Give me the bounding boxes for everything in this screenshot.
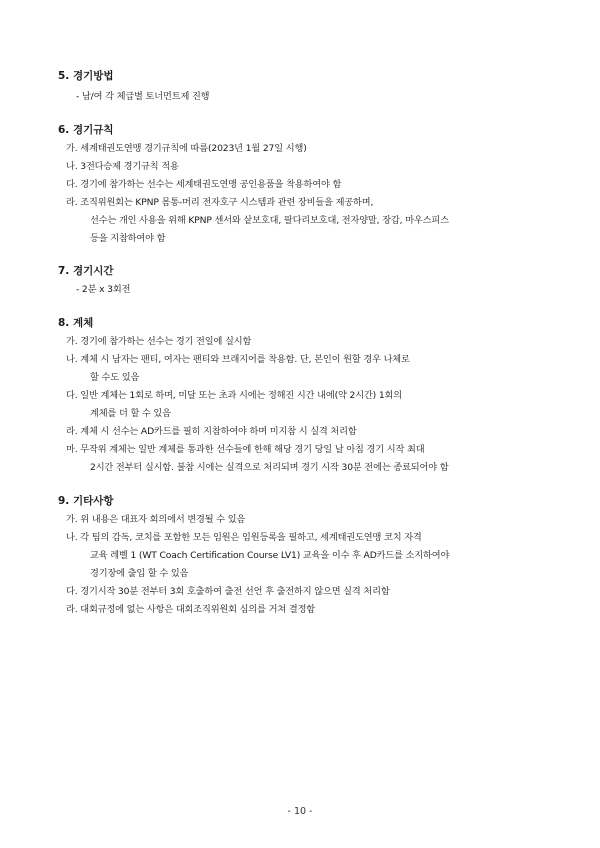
- section-heading-9: 9. 기타사항: [58, 495, 114, 507]
- section-7-line-1: - 2분 x 3회전: [76, 284, 131, 295]
- section-8-line-5: 계체를 더 할 수 있음: [90, 408, 171, 419]
- section-6-line-5: 선수는 개인 사용을 위해 KPNP 센서와 샅보호대, 팔다리보호대, 전자양말, 장갑, 마우스피스: [90, 215, 449, 226]
- section-9-line-3: 교육 레벨 1 (WT Coach Certification Course LV1) 교육을 이수 후 AD카드를 소지하여야: [90, 550, 450, 561]
- section-heading-5: 5. 경기방법: [58, 70, 114, 82]
- section-6-line-2: 나. 3전다승제 경기규칙 적용: [66, 161, 179, 172]
- section-9-line-5: 다. 경기시작 30분 전부터 3회 호출하여 출전 선언 후 출전하지 않으면 실격 처리함: [66, 586, 390, 597]
- section-heading-6: 6. 경기규칙: [58, 124, 114, 136]
- section-6-line-1: 가. 세계태권도연맹 경기규칙에 따름(2023년 1월 27일 시행): [66, 143, 307, 154]
- section-heading-8: 8. 계체: [58, 317, 94, 329]
- section-9-line-2: 나. 각 팀의 감독, 코치를 포함한 모든 임원은 임원등록을 필하고, 세계태권도연맹 코치 자격: [66, 532, 422, 543]
- section-9-line-1: 가. 위 내용은 대표자 회의에서 변경될 수 있음: [66, 514, 246, 525]
- section-heading-7: 7. 경기시간: [58, 265, 114, 277]
- section-6-line-3: 다. 경기에 참가하는 선수는 세계태권도연맹 공인용품을 착용하여야 함: [66, 179, 342, 190]
- page-number: - 10 -: [287, 806, 313, 817]
- section-8-line-7: 마. 무작위 계체는 일반 계체를 통과한 선수들에 한해 해당 경기 당일 날 아침 경기 시작 최대: [66, 444, 425, 455]
- section-6-line-4: 라. 조직위원회는 KPNP 몸통-머리 전자호구 시스템과 관련 장비들을 제공하며,: [66, 197, 374, 208]
- section-9-line-4: 경기장에 출입 할 수 있음: [90, 568, 189, 579]
- section-8-line-4: 다. 일반 계체는 1회로 하며, 미달 또는 초과 시에는 정해진 시간 내에(약 2시간) 1회의: [66, 390, 402, 401]
- section-6-line-6: 등을 지참하여야 함: [90, 233, 166, 244]
- section-5-line-1: - 남/여 각 체급별 토너먼트제 진행: [76, 91, 210, 102]
- section-8-line-3: 할 수도 있음: [90, 372, 140, 383]
- section-8-line-2: 나. 계체 시 남자는 팬티, 여자는 팬티와 브래지어를 착용함. 단, 본인이 원할 경우 나체로: [66, 354, 410, 365]
- section-8-line-6: 라. 계체 시 선수는 AD카드를 필히 지참하여야 하며 미지참 시 실격 처리함: [66, 426, 357, 437]
- section-8-line-8: 2시간 전부터 실시함. 불참 시에는 실격으로 처리되며 경기 시작 30분 전에는 종료되어야 함: [90, 462, 449, 473]
- section-8-line-1: 가. 경기에 참가하는 선수는 경기 전일에 실시함: [66, 336, 252, 347]
- section-9-line-6: 라. 대회규정에 없는 사항은 대회조직위원회 심의를 거쳐 결정함: [66, 604, 316, 615]
